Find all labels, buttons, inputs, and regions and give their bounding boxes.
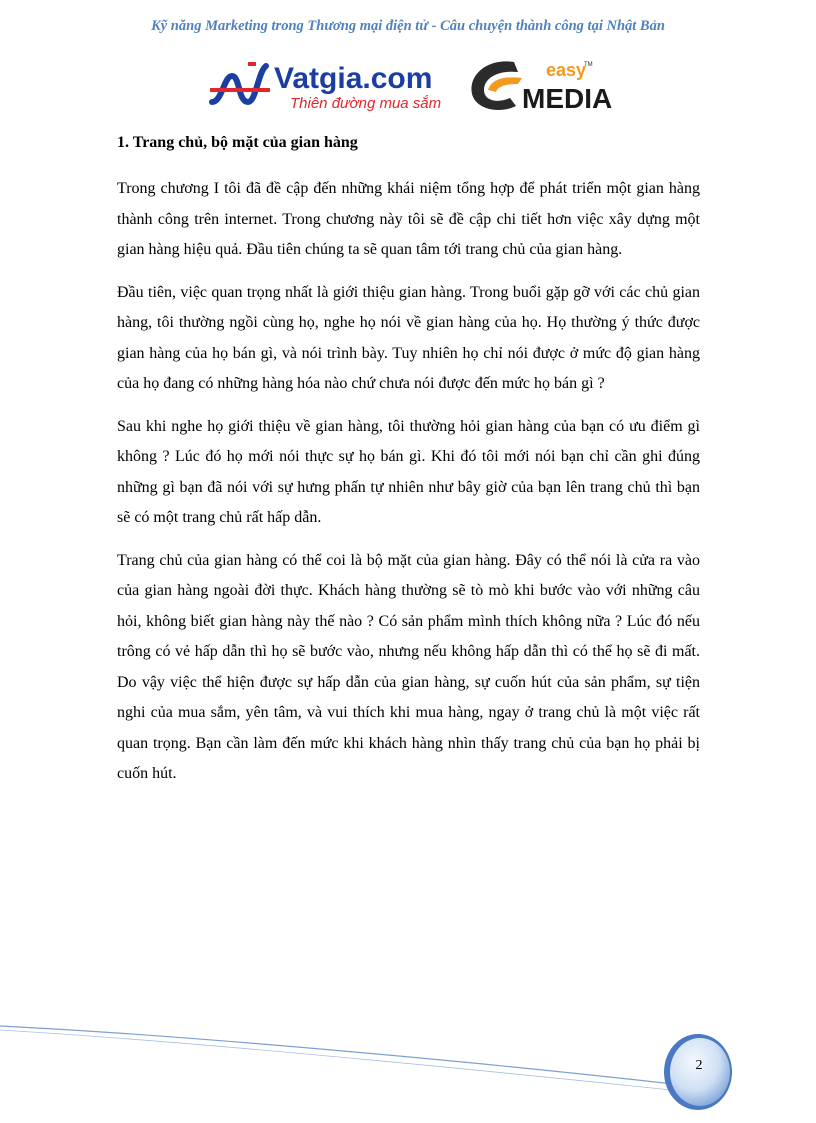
running-header: Kỹ năng Marketing trong Thương mại điện tử - Câu chuyện thành công tại Nhật Bản (151, 18, 665, 34)
paragraph: Trang chủ của gian hàng có thể coi là bộ mặt của gian hàng. Đây có thể nói là cửa ra vào của gian hàng ngoài đời thực. Khách hàng thường sẽ tò mò khi bước vào với những câu hỏi, không biết gian hàng này thế nào ? Có sản phẩm mình thích không nữa ? Lúc đó nếu trông có vẻ hấp dẫn thì họ sẽ bước vào, nhưng nếu không hấp dẫn thì có thể họ sẽ đi mất. Do vậy việc thể hiện được sự hấp dẫn của gian hàng, sự cuốn hút của sản phẩm, sự tiện nghi của mua sắm, yên tâm, và vui thích khi mua hàng, ngay ở trang chủ là một việc rất quan trọng. Bạn cần làm đến mức khi khách hàng nhìn thấy trang chủ của bạn họ phải bị cuốn hút. (117, 551, 700, 782)
paragraph: Đầu tiên, việc quan trọng nhất là giới thiệu gian hàng. Trong buổi gặp gỡ với các chủ gian hàng, tôi thường ngồi cùng họ, nghe họ nói về gian hàng của họ. Họ thường ý thức được gian hàng của họ bán gì, và nói trình bày. Tuy nhiên họ chỉ nói được ở mức độ gian hàng của họ đang có những hàng hóa nào chứ chưa nói được đến mức họ bán gì ? (117, 283, 700, 392)
section-heading: 1. Trang chủ, bộ mặt của gian hàng (117, 134, 358, 151)
paragraph: Trong chương I tôi đã đề cập đến những khái niệm tổng hợp để phát triển một gian hàng thành công trên internet. Trong chương này tôi sẽ đề cập chi tiết hơn việc xây dựng một gian hàng hiệu quả. Đầu tiên chúng ta sẽ quan tâm tới trang chủ của gian hàng. (117, 180, 700, 258)
vatgia-name: Vatgia.com (274, 62, 433, 95)
easymedia-tm: TM (584, 62, 593, 68)
paragraph: Sau khi nghe họ giới thiệu về gian hàng, tôi thường hỏi gian hàng của bạn có ưu điểm gì không ? Lúc đó họ mới nói thực sự họ bán gì. Khi đó tôi mới nói bạn chỉ cần ghi đúng những gì bạn đã nói với sự hưng phấn tự nhiên như bây giờ của bạn lên trang chủ thì bạn sẽ có một trang chủ rất hấp dẫn. (117, 417, 700, 526)
easymedia-top: easy (546, 60, 587, 80)
logo-bar (208, 56, 628, 114)
vatgia-logo (208, 56, 458, 114)
easymedia-logo (466, 56, 626, 114)
easymedia-bottom: MEDIA (522, 83, 613, 114)
page-number: 2 (695, 1058, 703, 1073)
document-body (117, 130, 700, 802)
page-number-badge (660, 1030, 730, 1114)
vatgia-slogan: Thiên đường mua sắm (290, 95, 442, 112)
